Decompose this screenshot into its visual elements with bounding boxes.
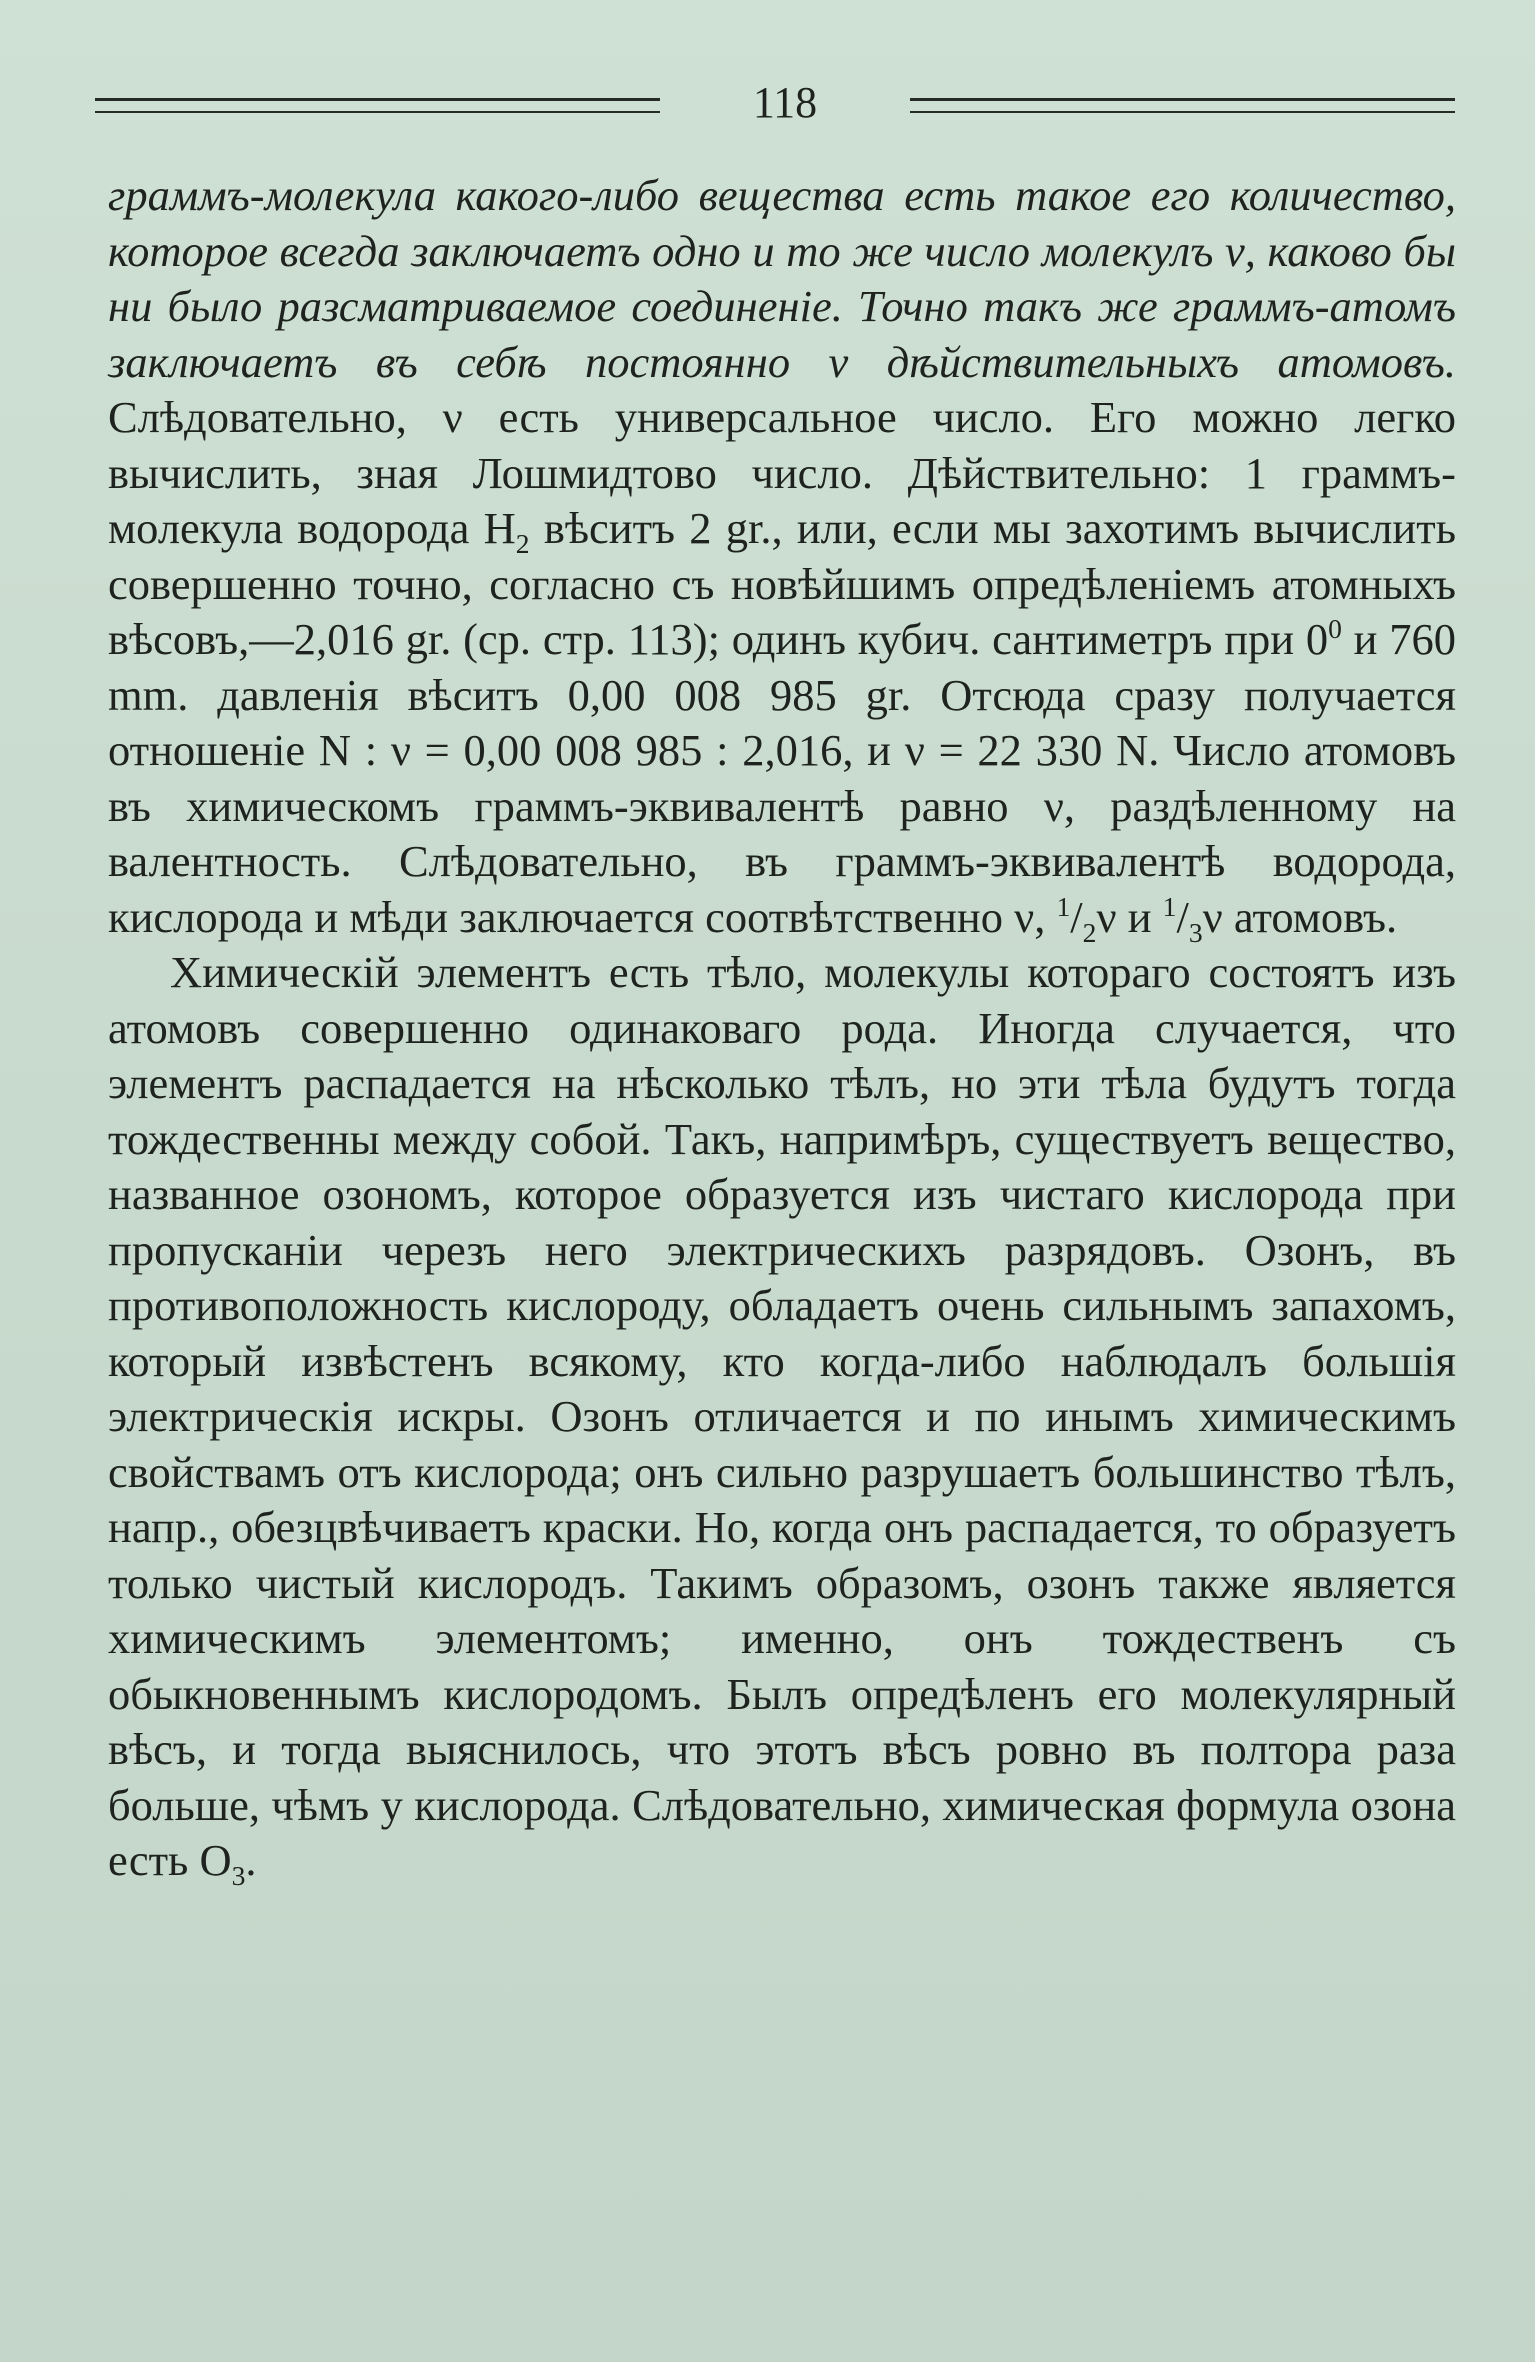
italic-definition: граммъ-молекула какого-либо вещества есть такое его количество, которое всегда заключаетъ одно и то же число молекулъ ν, каково бы ни было разсматриваемое соединеніе. Точно такъ же граммъ-атомъ заключаетъ въ себѣ постоянно ν дѣйствительныхъ атомовъ. [108,170,1456,387]
page-body [108,168,1456,1889]
fraction-numerator: 1 [1056,890,1071,922]
page-number: 118 [752,78,818,127]
text-run: Химическій элементъ есть тѣло, молекулы котораго состоятъ изъ атомовъ совершенно одинаковаго рода. Иногда случается, что элементъ распадается на нѣсколько тѣлъ, но эти тѣла будутъ тогда тождественны между собой. Такъ, напримѣръ, существуетъ вещество, названное озономъ, которое образуется изъ чистаго кислорода при пропусканіи черезъ него электрическихъ разрядовъ. Озонъ, въ противоположность кислороду, обладаетъ очень сильнымъ запахомъ, который извѣстенъ всякому, кто когда-либо наблюдалъ большія электрическія искры. Озонъ отличается и по инымъ химическимъ свойствамъ отъ кислорода; онъ сильно разрушаетъ большинство тѣлъ, напр., обезцвѣчиваетъ краски. Но, когда онъ распадается, то образуетъ только чистый кислородъ. Такимъ образомъ, озонъ также является химическимъ элементомъ; именно, онъ тождественъ съ обыкновеннымъ кислородомъ. Былъ опредѣленъ его молекулярный вѣсъ, и тогда выяснилось, что этотъ вѣсъ ровно въ полтора раза больше, чѣмъ у кислорода. Слѣдовательно, химическая формула озона есть O [108,947,1456,1885]
subscript: 3 [231,1859,246,1891]
fraction-denominator: 3 [1188,916,1203,948]
text-run: Слѣдовательно, ν есть универсальное число. Его можно легко вычислить, зная Лошмидтово число. Дѣйствительно: 1 граммъ-молекула водорода H [108,392,1456,553]
text-run: и 760 mm. давленія вѣситъ 0,00 008 985 gr. Отсюда сразу получается отношеніе N : ν = 0,00 008 985 : 2,016, и ν = 22 330 N. Число атомовъ въ химическомъ граммъ-эквивалентѣ равно ν, раздѣленному на валентность. Слѣдовательно, въ граммъ-эквивалентѣ водорода, кислорода и мѣди заключается соотвѣтственно ν, [108,614,1456,942]
superscript: 0 [1328,613,1342,645]
header-rule-left [95,98,660,113]
paragraph-1: граммъ-молекула какого-либо вещества есть такое его количество, которое всегда заключаетъ одно и то же число молекулъ ν, каково бы ни было разсматриваемое соединеніе. Точно такъ же граммъ-атомъ заключаетъ въ себѣ постоянно ν дѣйствительныхъ атомовъ. Слѣдовательно, ν есть универсальное число. Его можно легко вычислить, зная Лошмидтово число. Дѣйствительно: 1 граммъ-молекула водорода $H_2$ вѣситъ 2 gr., или, если мы захотимъ вычислить совершенно точно, согласно съ новѣйшимъ опредѣленіемъ атомныхъ вѣсовъ,—2,016 gr. (ср. стр. 113); одинъ кубич. сантиметръ при $0^0$ и 760 mm. давленія вѣситъ 0,00 008 985 gr. Отсюда сразу получается отношеніе N : ν = 0,00 008 985 : 2,016, и ν = 22 330 N. Число атомовъ въ химическомъ граммъ-эквивалентѣ равно ν, раздѣленному на валентность. Слѣдовательно, въ граммъ-эквивалентѣ водорода, кислорода и мѣди заключается соотвѣтственно ν, $^1/_2\nu$ и $^1/_3\nu$ атомовъ. [108,170,1456,948]
paragraph-2 [108,945,1456,1889]
text-run: ν и [1096,891,1163,942]
fraction-denominator: 2 [1082,916,1097,948]
page-header [95,78,1455,128]
text-run: вѣситъ 2 gr., или, если мы захотимъ вычислить совершенно точно, согласно съ новѣйшимъ опредѣленіемъ атомныхъ вѣсовъ,—2,016 gr. (ср. стр. 113); одинъ кубич. сантиметръ при 0 [108,503,1456,664]
text-run: . [245,1835,257,1885]
fraction-numerator: 1 [1162,890,1177,922]
header-rule-right [910,98,1455,113]
text-run: ν атомовъ. [1202,891,1398,942]
subscript: 2 [515,527,530,559]
